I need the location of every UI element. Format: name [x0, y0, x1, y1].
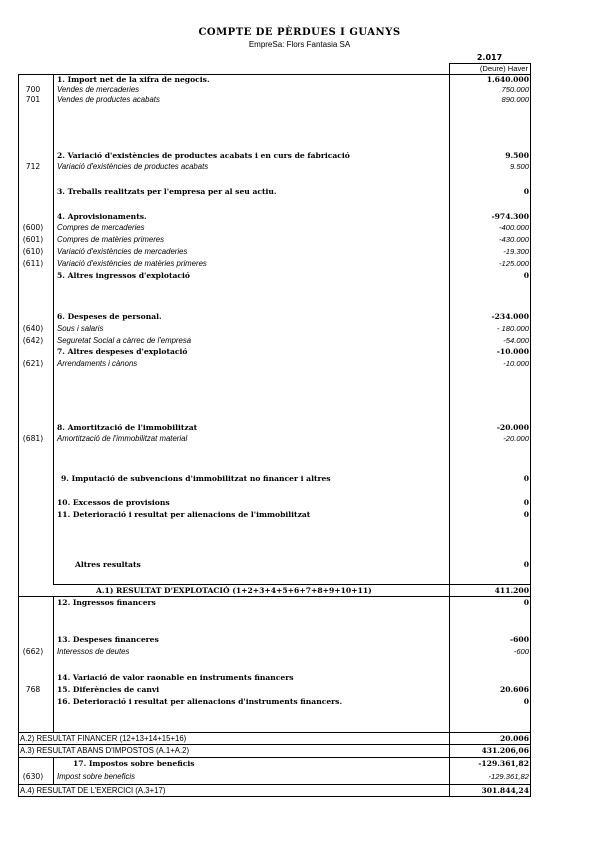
line-item-label: 14. Variació de valor raonable en instruments financers [57, 673, 294, 682]
account-code: (630) [22, 772, 44, 781]
account-code: (642) [22, 336, 44, 345]
line-item-label: Altres resultats [75, 560, 141, 569]
account-code: (601) [22, 235, 44, 244]
code-column-divider-middle [53, 596, 54, 732]
line-item-label: Seguretat Social a càrrec de l'empresa [57, 336, 192, 345]
line-item-value: 0 [523, 510, 529, 519]
line-item-value: -600 [509, 635, 529, 644]
line-item-label: 6. Despeses de personal. [57, 312, 162, 321]
line-item-label: 11. Deterioració i resultat per alienacions de l'immobilitzat [57, 510, 311, 519]
line-item-value: -10.000 [503, 359, 529, 368]
line-item-label: A.2) RESULTAT FINANCER (12+13+14+15+16) [20, 734, 187, 743]
account-code: 768 [25, 685, 41, 694]
line-item-value: -129.361,82 [488, 772, 529, 781]
line-item-label: Interessos de deutes [57, 647, 130, 656]
line-item-value: -20.000 [496, 423, 529, 432]
line-item-value: -129.361,82 [478, 759, 529, 768]
account-code: (681) [22, 434, 44, 443]
line-item-value: 0 [523, 474, 529, 483]
line-item-value: -19.300 [503, 247, 529, 256]
code-column-divider-top [53, 74, 54, 584]
line-item-value: - 180.000 [496, 324, 529, 333]
line-item-value: 20.006 [499, 734, 529, 743]
result-a4-top-border [18, 784, 531, 785]
account-code: 700 [25, 85, 41, 94]
line-item-label: 1. Import net de la xifra de negocis. [57, 75, 210, 84]
line-item-value: 750.000 [501, 85, 529, 94]
result-a2-bottom-border [18, 744, 531, 745]
result-a1-bottom-border [18, 596, 531, 597]
result-a3-bottom-border [18, 757, 531, 758]
line-item-value: -974.300 [491, 212, 529, 221]
line-item-label: Sous i salaris [57, 324, 104, 333]
account-code: (611) [22, 259, 44, 268]
account-code: 712 [25, 162, 41, 171]
column-header-debit-credit: (Deure) Haver [479, 64, 528, 73]
line-item-label: Vendes de productes acabats [57, 95, 160, 104]
company-name: EmpreSa: Flors Fantasia SA [248, 40, 351, 49]
line-item-value: -600 [513, 647, 529, 656]
line-item-label: Compres de matèries primeres [57, 235, 165, 244]
line-item-value: 0 [523, 498, 529, 507]
line-item-label: 5. Altres ingressos d'explotació [57, 271, 190, 280]
fiscal-year: 2.017 [476, 53, 503, 62]
line-item-label: 12. Ingressos financers [57, 598, 156, 607]
line-item-label: Amortització de l'immobilitzat material [57, 434, 188, 443]
line-item-value: 0 [523, 598, 529, 607]
line-item-label: 4. Aprovisionaments. [57, 212, 147, 221]
line-item-value: 0 [523, 697, 529, 706]
line-item-value: 0 [523, 271, 529, 280]
line-item-value: -125.000 [499, 259, 529, 268]
line-item-label: A.4) RESULTAT DE L'EXERCICI (A.3+17) [20, 786, 166, 795]
line-item-label: 3. Treballs realitzats per l'empresa per al seu actiu. [57, 187, 277, 196]
line-item-label: Variació d'existències de productes acabats [57, 162, 209, 171]
line-item-value: 1.640.000 [486, 75, 529, 84]
line-item-label: 7. Altres despeses d'explotació [57, 347, 188, 356]
line-item-label: Vendes de mercaderies [57, 85, 140, 94]
account-code: (600) [22, 223, 44, 232]
line-item-label: Compres de mercaderies [57, 223, 145, 232]
line-item-value: -54.000 [503, 336, 529, 345]
line-item-label: Variació d'existències de matèries primeres [57, 259, 207, 268]
line-item-value: 20.606 [499, 685, 529, 694]
line-item-label: 16. Deterioració i resultat per alienacions d'instruments financers. [57, 697, 343, 706]
line-item-label: Arrendaments i cànons [57, 359, 138, 368]
report-title: COMPTE DE PÈRDUES I GUANYS [198, 27, 401, 38]
line-item-label: A.1) RESULTAT D'EXPLOTACIÓ (1+2+3+4+5+6+7+8+9+10+11) [96, 586, 372, 595]
line-item-value: 0 [523, 560, 529, 569]
line-item-value: -400.000 [499, 223, 529, 232]
result-a1-top-border [53, 584, 531, 585]
line-item-value: 9.500 [509, 162, 529, 171]
line-item-label: 8. Amortització de l'immobilitzat [57, 423, 198, 432]
account-code: (662) [22, 647, 44, 656]
line-item-label: 17. Impostos sobre beneficis [73, 759, 195, 768]
result-a2-top-border [18, 732, 531, 733]
line-item-value: -20.000 [503, 434, 529, 443]
line-item-label: 10. Excessos de provisions [57, 498, 170, 507]
line-item-value: 0 [523, 187, 529, 196]
table-bottom-border [18, 796, 531, 797]
line-item-value: -10.000 [496, 347, 529, 356]
account-code: (610) [22, 247, 44, 256]
line-item-label: 2. Variació d'existències de productes acabats i en curs de fabricació [57, 151, 350, 160]
line-item-label: 15. Diferències de canvi [57, 685, 160, 694]
line-item-label: 9. Imputació de subvencions d'immobilitzat no financer i altres [61, 474, 331, 483]
account-code: (621) [22, 359, 44, 368]
line-item-value: -430.000 [499, 235, 529, 244]
line-item-label: 13. Despeses financeres [57, 635, 159, 644]
account-code: 701 [25, 95, 41, 104]
line-item-value: 431.206,06 [481, 746, 529, 755]
line-item-value: 411.200 [494, 586, 529, 595]
line-item-value: 301.844,24 [481, 786, 529, 795]
table-right-border [530, 63, 531, 796]
line-item-label: Impost sobre beneficis [57, 772, 136, 781]
line-item-value: -234.000 [491, 312, 529, 321]
line-item-label: Variació d'existències de mercaderies [57, 247, 188, 256]
line-item-value: 890.000 [501, 95, 529, 104]
code-column-divider-bottom [53, 757, 54, 784]
account-code: (640) [22, 324, 44, 333]
line-item-label: A.3) RESULTAT ABANS D'IMPOSTOS (A.1+A.2) [20, 746, 190, 755]
line-item-value: 9.500 [505, 151, 529, 160]
